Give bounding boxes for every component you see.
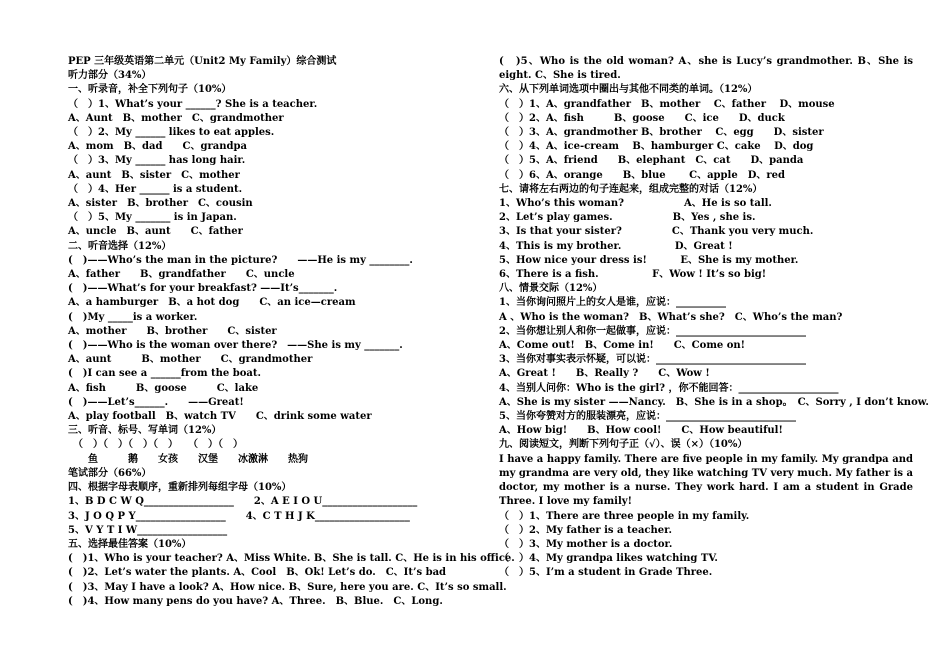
text-line: A、mom B、dad C、grandpa [68,141,247,153]
text-line: 四、根据字母表顺序，重新排列每组字母（10%） [68,482,292,494]
text-line: （ ）2、My ______ likes to eat apples. [68,127,275,139]
text-line: A、aunt B、mother C、grandmother [68,354,313,366]
text-line: （ ）4、My grandpa likes watching TV. [499,553,718,565]
text-line: （ ）5、My _______ is in Japan. [68,212,237,224]
text-line: A、sister B、brother C、cousin [68,198,253,210]
text-line: ( )5、Who is the old woman? A、she is Lucy’s grandmother. B、She is eight. C、She is tired. [499,56,913,82]
text-line: A、uncle B、aunt C、father [68,226,243,238]
text-line: A、aunt B、sister C、mother [68,169,240,181]
left-column [68,55,515,609]
text-line: 鱼 鹅 女孩 汉堡 冰激淋 热狗 [68,453,308,465]
text-line: A、play football B、watch TV C、drink some water [68,411,372,423]
text-line: 5、当你夸赞对方的服装漂亮，应说：__________________________ [499,411,796,423]
text-line: 4、当别人问你：Who is the girl? ，你不能回答：____________________ [499,382,839,394]
text-line: 二、听音选择（12%） [68,240,172,252]
text-line: 4、This is my brother. D、Great ! [499,240,733,252]
text-line: ( )I can see a ______from the boat. [68,368,262,380]
text-line: A、Great ! B、Really ? C、Wow ! [499,368,710,380]
text-line: 听力部分（34%） [68,70,152,82]
text-line: A、Aunt B、mother C、grandmother [68,112,284,124]
text-line: （ ）2、My father is a teacher. [499,524,672,536]
text-line: （ ）3、My ______ has long hair. [68,155,246,167]
text-line: A、a hamburger B、a hot dog C、an ice—cream [68,297,356,309]
text-line: 1、B D C W Q__________________ 2、A E I O U___________________ [68,496,418,508]
text-line: PEP 三年级英语第二单元（Unit2 My Family）综合测试 [68,56,337,67]
text-line: A、She is my sister ——Nancy. B、She is in a shop。 C、Sorry , I don’t know. [499,396,929,408]
text-line: （ ）5、A、friend B、elephant C、cat D、panda [499,155,804,167]
text-line: （ ）5、I’m a student in Grade Three. [499,567,713,579]
text-line: A、How big! B、How cool! C、How beautiful! [499,425,783,437]
text-line: 七、请将左右两边的句子连起来，组成完整的对话（12%） [499,183,763,195]
reading-passage: I have a happy family. There are five people in my family. My grandpa and my grandma are very old, they like watching TV very much. My father is a doctor, my mother is a nurse. They work hard. I am a student in Grade Three. I love my family! [499,453,913,508]
text-line: （ ）6、A、orange B、blue C、apple D、red [499,169,785,181]
text-line: ( )——Who is the woman over there? ——She is my _______. [68,340,403,352]
text-line: 3、当你对事实表示怀疑，可以说：______________________________ [499,354,806,366]
text-line: 1、Who’s this woman? A、He is so tall. [499,198,772,210]
text-line: （ ）3、A、grandmother B、brother C、egg D、sister [499,127,824,139]
text-line: （ ）2、A、fish B、goose C、ice D、duck [499,112,785,124]
text-line: ( )4、How many pens do you have? A、Three. B、Blue. C、Long. [68,595,443,607]
text-line: 笔试部分（66%） [68,467,152,479]
text-line: ( )My _____is a worker. [68,311,198,323]
text-line: 九、阅读短文，判断下列句子正（√）、误（×）（10%） [499,439,748,451]
text-line: （ ）3、My mother is a doctor. [499,538,673,550]
text-line: （ ）1、A、grandfather B、mother C、father D、mouse [499,98,835,110]
text-line: （ ）1、What’s your ______? She is a teacher. [68,98,318,110]
text-line: 5、V Y T I W__________________ [68,524,228,536]
text-line: 一、听录音，补全下列句子（10%） [68,84,232,96]
text-line: 3、J O Q P Y__________________ 4、C T H J K___________________ [68,510,410,522]
text-line: 3、Is that your sister? C、Thank you very much. [499,226,814,238]
text-line: （ ）4、Her ______ is a student. [68,183,243,195]
text-line: ( )——Let’s______. ——Great! [68,396,244,408]
text-line: ( )——What’s for your breakfast? ——It’s_______. [68,283,338,295]
text-line: A、Come out! B、Come in! C、Come on! [499,340,746,352]
text-line: 六、从下列单词选项中圈出与其他不同类的单词。（12%） [499,84,758,96]
text-line: （ ）4、A、ice-cream B、hamburger C、cake D、dog [499,141,814,153]
text-line: A、father B、grandfather C、uncle [68,269,295,281]
text-line: 6、There is a fish. F、Wow ! It’s so big! [499,269,767,281]
text-line: 2、Let’s play games. B、Yes , she is. [499,212,756,224]
text-line: 1、当你询问照片上的女人是谁，应说：__________ [499,297,726,309]
text-line: ( )3、May I have a look? A、How nice. B、Sure, here you are. C、It’s so small. [68,581,507,593]
text-line: ( )1、Who is your teacher? A、Miss White. B、She is tall. C、He is in his office. [68,553,515,565]
text-line: ( )2、Let’s water the plants. A、Cool B、Ok! Let’s do. C、It’s bad [68,567,447,579]
text-line: 三、听音、标号、写单词（12%） [68,425,222,437]
text-line: A 、Who is the woman? B、What’s she? C、Who’s the man? [499,311,843,323]
text-line: ( )——Who’s the man in the picture? ——He is my ________. [68,254,413,266]
text-line: 5、How nice your dress is! E、She is my mother. [499,254,799,266]
text-line: A、fish B、goose C、lake [68,382,259,394]
text-line: 2、当你想让别人和你一起做事，应说：__________________________ [499,325,806,337]
text-line: 八、情景交际（12%） [499,283,603,295]
text-line: 五、选择最佳答案（10%） [68,538,192,550]
right-column [499,55,929,581]
text-line: A、mother B、brother C、sister [68,325,277,337]
text-line: （ ）（ ）（ ）（ ） （ ）（ ） [68,439,243,451]
text-line: （ ）1、There are three people in my family. [499,510,750,522]
